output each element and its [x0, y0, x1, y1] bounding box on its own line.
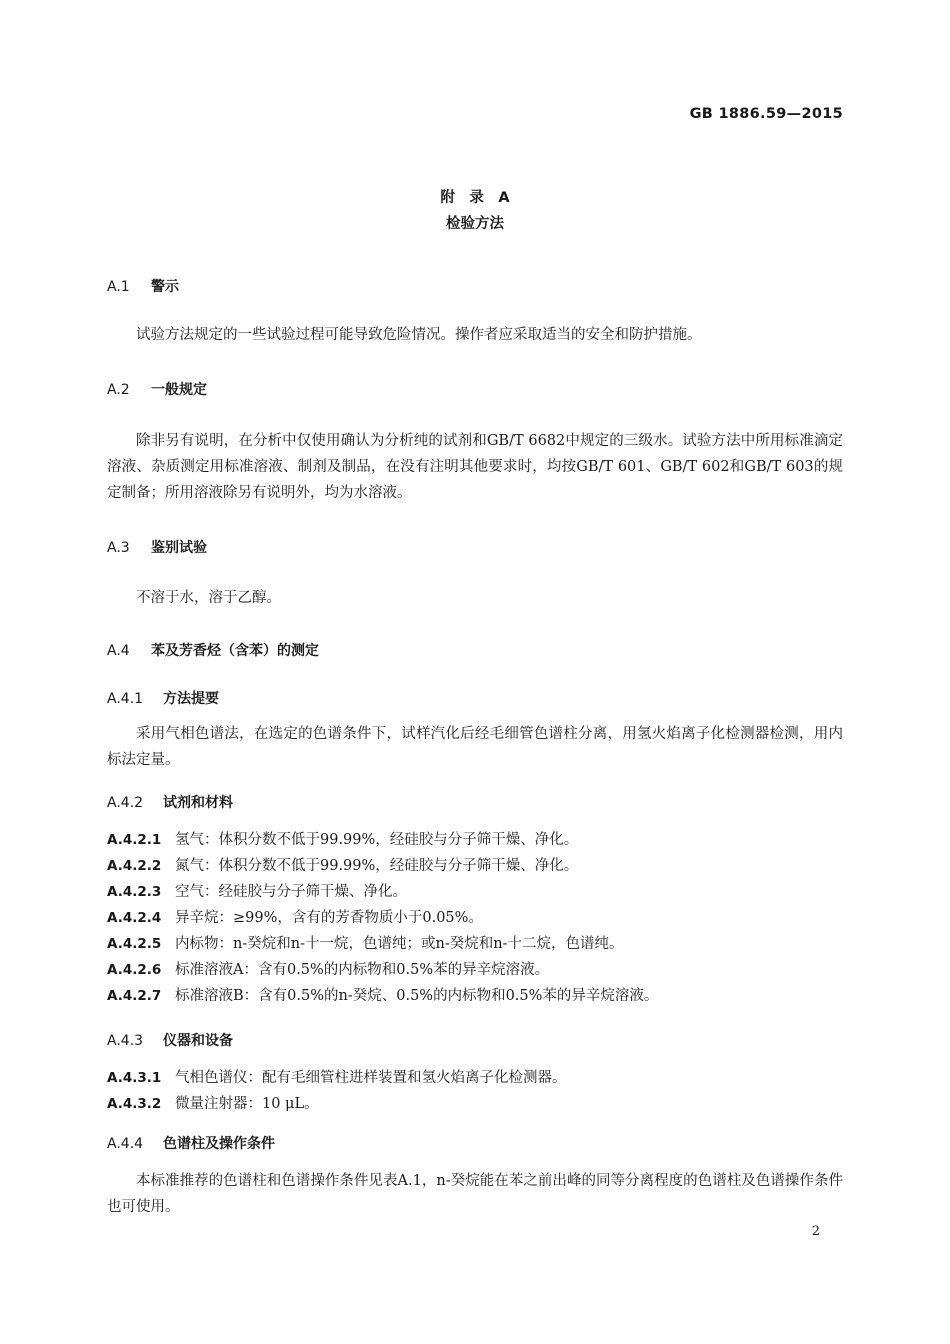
annex-label: 附 录 A — [440, 190, 510, 206]
item-text: 气相色谱仪：配有毛细管柱进样装置和氢火焰离子化检测器。 — [175, 1070, 567, 1086]
list-item — [107, 984, 658, 1005]
item-text: 异辛烷：≥99%，含有的芳香物质小于0.05%。 — [175, 910, 483, 926]
item-text: 标准溶液B：含有0.5%的n-癸烷、0.5%的内标物和0.5%苯的异辛烷溶液。 — [175, 988, 659, 1004]
annex-title: 检验方法 — [446, 216, 504, 232]
list-item — [107, 854, 578, 875]
section-number: A.4 — [107, 643, 130, 659]
section-a41-heading — [107, 688, 219, 708]
section-title: 鉴别试验 — [151, 540, 207, 556]
item-number: A.4.3.2 — [107, 1096, 162, 1112]
section-title: 仪器和设备 — [163, 1033, 233, 1049]
section-number: A.4.3 — [107, 1033, 144, 1049]
section-a2-text: 除非另有说明，在分析中仅使用确认为分析纯的试剂和GB/T 6682中规定的三级水。试验方法中所用标准滴定溶液、杂质测定用标准溶液、制剂及制品，在没有注明其他要求时，均按GB/T 601、GB/T 602和GB/T 603的规定制备；所用溶液除另有说明外，均为水溶液。 — [107, 433, 843, 501]
section-number: A.4.2 — [107, 795, 144, 811]
section-a42-heading — [107, 792, 233, 812]
item-number: A.4.2.7 — [107, 988, 162, 1004]
item-text: 微量注射器：10 μL。 — [175, 1096, 319, 1112]
section-a44-text: 本标准推荐的色谱柱和色谱操作条件见表A.1，n-癸烷能在苯之前出峰的同等分离程度的色谱柱及色谱操作条件也可使用。 — [107, 1173, 843, 1215]
section-number: A.4.1 — [107, 691, 144, 707]
item-number: A.4.2.3 — [107, 884, 162, 900]
item-text: 内标物：n-癸烷和n-十一烷，色谱纯；或n-癸烷和n-十二烷，色谱纯。 — [175, 936, 624, 952]
item-number: A.4.2.1 — [107, 832, 162, 848]
section-a1-heading — [107, 276, 179, 296]
section-number: A.4.4 — [107, 1136, 144, 1152]
section-number: A.3 — [107, 540, 130, 556]
section-number: A.2 — [107, 382, 130, 398]
list-item — [107, 880, 407, 901]
section-a3-text: 不溶于水，溶于乙醇。 — [136, 590, 281, 606]
section-title: 色谱柱及操作条件 — [163, 1136, 275, 1152]
item-text: 标准溶液A：含有0.5%的内标物和0.5%苯的异辛烷溶液。 — [175, 962, 550, 978]
item-text: 空气：经硅胶与分子筛干燥、净化。 — [175, 884, 407, 900]
section-a43-heading — [107, 1030, 233, 1050]
item-number: A.4.2.2 — [107, 858, 162, 874]
list-item — [107, 828, 578, 849]
page-number: 2 — [811, 1224, 820, 1239]
section-title: 方法提要 — [163, 691, 219, 707]
item-number: A.4.2.4 — [107, 910, 162, 926]
section-a1-text: 试验方法规定的一些试验过程可能导致危险情况。操作者应采取适当的安全和防护措施。 — [136, 327, 702, 343]
list-item — [107, 958, 549, 979]
section-title: 一般规定 — [151, 382, 207, 398]
section-title: 警示 — [151, 279, 179, 295]
section-a3-heading — [107, 537, 207, 557]
section-a41-text: 采用气相色谱法，在选定的色谱条件下，试样汽化后经毛细管色谱柱分离，用氢火焰离子化检测器检测，用内标法定量。 — [107, 726, 843, 768]
list-item — [107, 906, 483, 927]
list-item — [107, 932, 623, 953]
item-number: A.4.2.6 — [107, 962, 162, 978]
item-number: A.4.3.1 — [107, 1070, 162, 1086]
item-number: A.4.2.5 — [107, 936, 162, 952]
section-title: 试剂和材料 — [163, 795, 233, 811]
section-number: A.1 — [107, 279, 130, 295]
section-title: 苯及芳香烃（含苯）的测定 — [151, 643, 319, 659]
section-a4-heading — [107, 640, 319, 660]
list-item — [107, 1092, 319, 1113]
item-text: 氢气：体积分数不低于99.99%，经硅胶与分子筛干燥、净化。 — [175, 832, 579, 848]
list-item — [107, 1066, 567, 1087]
section-a44-heading — [107, 1133, 275, 1153]
item-text: 氮气：体积分数不低于99.99%，经硅胶与分子筛干燥、净化。 — [175, 858, 579, 874]
standard-code: GB 1886.59—2015 — [689, 106, 843, 122]
section-a2-heading — [107, 379, 207, 399]
